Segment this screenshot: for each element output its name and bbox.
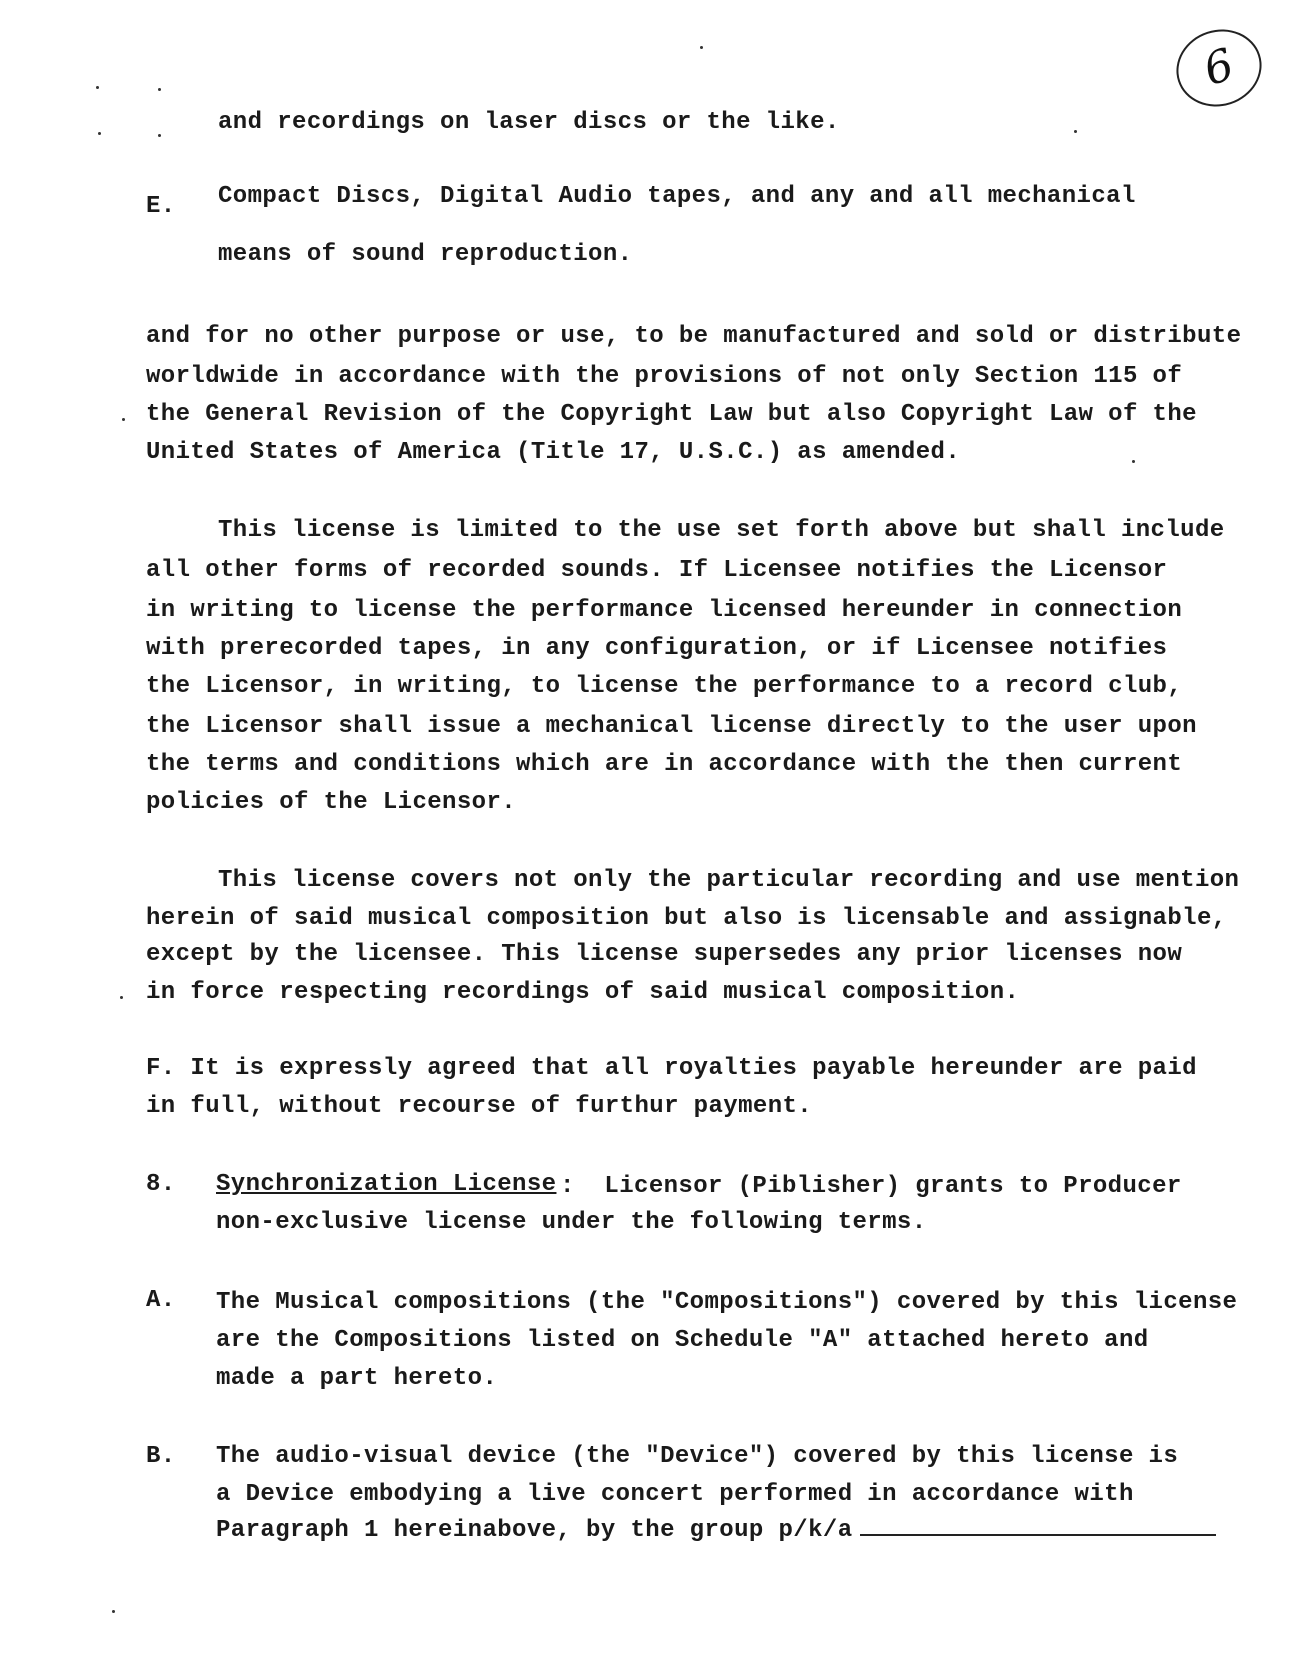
covers-line-4: in force respecting recordings of said musical composition. bbox=[146, 979, 1020, 1006]
continued-line: and recordings on laser discs or the like. bbox=[218, 109, 840, 136]
scan-speck bbox=[158, 88, 161, 91]
scan-speck bbox=[122, 418, 125, 421]
item-a-line-2: are the Compositions listed on Schedule "A" attached hereto and bbox=[216, 1327, 1149, 1354]
item-a-label: A. bbox=[146, 1287, 176, 1314]
limited-line-2: all other forms of recorded sounds. If Licensee notifies the Licensor bbox=[146, 557, 1168, 584]
scan-speck bbox=[120, 996, 123, 999]
item-b-line-3: Paragraph 1 hereinabove, by the group p/k/a bbox=[216, 1517, 853, 1544]
section-8-heading: Synchronization License bbox=[216, 1171, 557, 1198]
limited-line-1: This license is limited to the use set forth above but shall include bbox=[218, 517, 1225, 544]
limited-line-6: the Licensor shall issue a mechanical license directly to the user upon bbox=[146, 713, 1197, 740]
item-a-line-3: made a part hereto. bbox=[216, 1365, 498, 1392]
scan-speck bbox=[700, 46, 703, 49]
covers-line-2: herein of said musical composition but also is licensable and assignable, bbox=[146, 905, 1227, 932]
covers-line-1: This license covers not only the particular recording and use mention bbox=[218, 867, 1240, 894]
section-8-number: 8. bbox=[146, 1171, 176, 1198]
limited-line-4: with prerecorded tapes, in any configuration, or if Licensee notifies bbox=[146, 635, 1168, 662]
scan-speck bbox=[96, 86, 99, 89]
section-8-line-2: non-exclusive license under the following terms. bbox=[216, 1209, 927, 1236]
item-b-line-2: a Device embodying a live concert performed in accordance with bbox=[216, 1481, 1134, 1508]
item-e-line-1: Compact Discs, Digital Audio tapes, and any and all mechanical bbox=[218, 183, 1136, 210]
item-e-line-2: means of sound reproduction. bbox=[218, 241, 633, 268]
limited-line-7: the terms and conditions which are in accordance with the then current bbox=[146, 751, 1183, 778]
scan-speck bbox=[158, 134, 161, 137]
scan-speck bbox=[1132, 460, 1135, 463]
page-number-circle: 6 bbox=[1166, 19, 1271, 118]
covers-line-3: except by the licensee. This license supersedes any prior licenses now bbox=[146, 941, 1183, 968]
limited-line-3: in writing to license the performance licensed hereunder in connection bbox=[146, 597, 1183, 624]
limited-line-8: policies of the Licensor. bbox=[146, 789, 517, 816]
scan-speck bbox=[1074, 130, 1077, 133]
scan-speck bbox=[112, 1610, 115, 1613]
purpose-line-4: United States of America (Title 17, U.S.C.) as amended. bbox=[146, 439, 961, 466]
purpose-line-3: the General Revision of the Copyright Law but also Copyright Law of the bbox=[146, 401, 1197, 428]
group-name-blank-line bbox=[860, 1534, 1216, 1536]
item-f-line-1: F. It is expressly agreed that all royalties payable hereunder are paid bbox=[146, 1055, 1197, 1082]
item-f-line-2: in full, without recourse of furthur payment. bbox=[146, 1093, 813, 1120]
limited-line-5: the Licensor, in writing, to license the performance to a record club, bbox=[146, 673, 1183, 700]
purpose-line-2: worldwide in accordance with the provisions of not only Section 115 of bbox=[146, 363, 1183, 390]
item-b-line-1: The audio-visual device (the "Device") covered by this license is bbox=[216, 1443, 1179, 1470]
item-a-line-1: The Musical compositions (the "Compositions") covered by this license bbox=[216, 1289, 1238, 1316]
item-e-label: E. bbox=[146, 193, 176, 220]
item-b-label: B. bbox=[146, 1443, 176, 1470]
scan-speck bbox=[98, 132, 101, 135]
section-8-line-1: : Licensor (Piblisher) grants to Producer bbox=[560, 1173, 1182, 1200]
purpose-line-1: and for no other purpose or use, to be manufactured and sold or distribute bbox=[146, 323, 1242, 350]
